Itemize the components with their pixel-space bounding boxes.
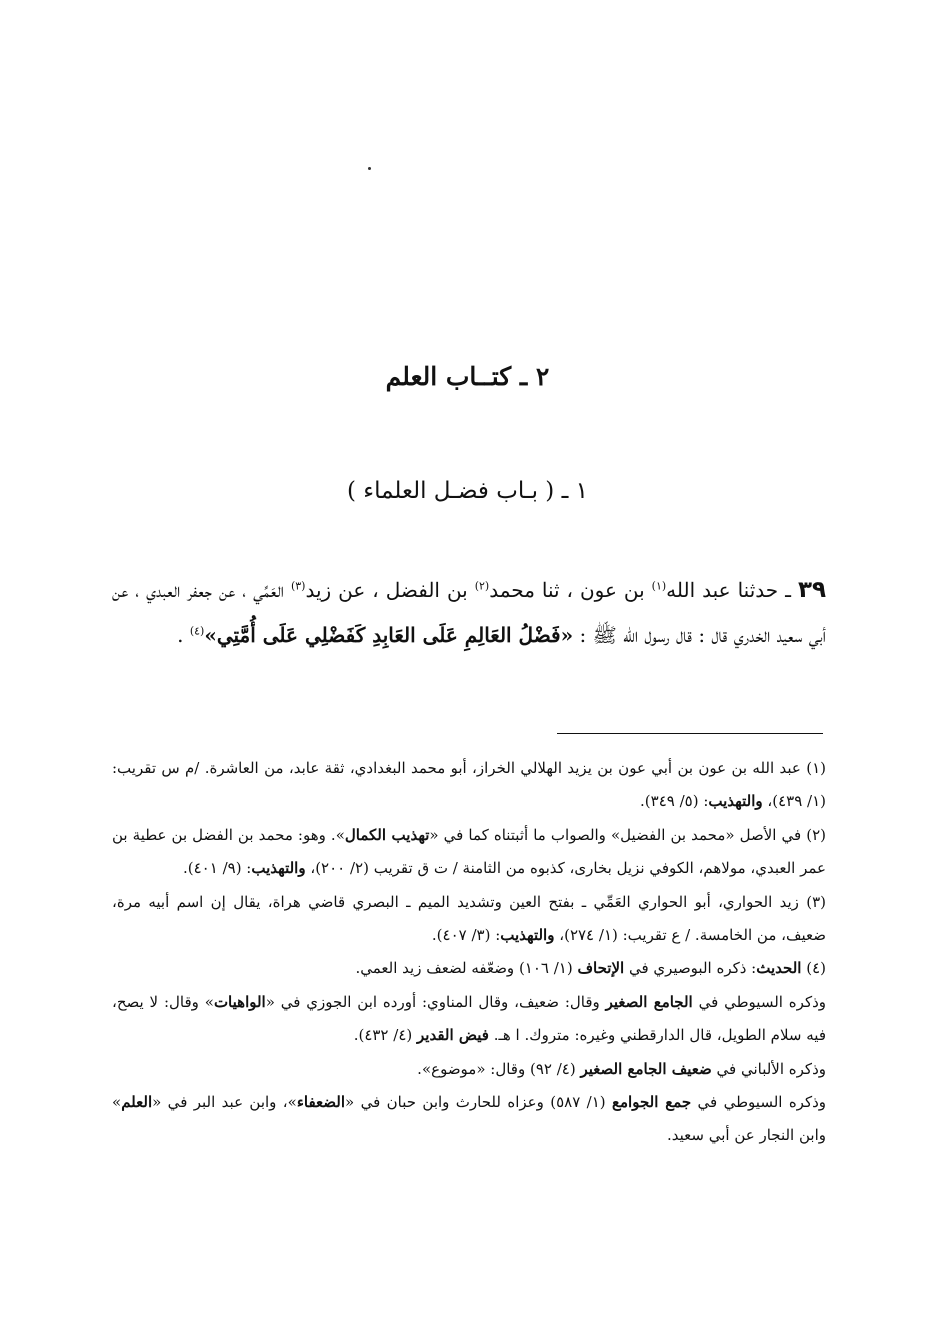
- footnote-ref-4[interactable]: (٤): [189, 624, 205, 638]
- footnote-bold: تهذيب الكمال: [344, 825, 430, 844]
- hadith-text-part: بن عون ، ثنا محمد: [489, 578, 652, 602]
- footnote-text: : (٣/ ٤٠٧).: [431, 926, 501, 945]
- footnote-text: وذكره السيوطي في: [691, 1093, 827, 1112]
- chapter-title: ٢ ـ كتــاب العلم: [385, 362, 550, 391]
- footnote-bold: الجامع الصغير: [605, 992, 693, 1011]
- section-title: ١ ـ ( بـاب فضـل العلماء ): [346, 478, 589, 504]
- footnote-bold: والتهذيب: [708, 792, 763, 811]
- footnote-4: [112, 952, 826, 985]
- footnote-bold: والتهذيب: [500, 926, 555, 945]
- hadith-text-part: العَمِّي ، عن جعفر العبدي ، عن أبي سعيد الخدري قال : قال رسول الله ﷺ :: [112, 578, 826, 647]
- footnote-4-cont-3: [112, 1086, 826, 1153]
- footnote-bold: الحديث: [756, 959, 802, 978]
- scan-speck: [368, 167, 371, 170]
- footnote-separator: [557, 733, 823, 734]
- hadith-text-part: حدثنا عبد الله: [666, 578, 779, 602]
- footnote-3: [112, 886, 826, 953]
- footnote-ref-3[interactable]: (٣): [290, 579, 306, 593]
- footnote-text: (١/ ١٠٦) وضعّفه لضعف زيد العمي.: [355, 959, 578, 978]
- footnote-text: وذكره السيوطي في: [692, 992, 827, 1011]
- footnote-text: »، وابن عبد البر في «: [152, 1093, 297, 1112]
- footnote-bold: ضعيف الجامع الصغير: [580, 1059, 712, 1078]
- footnote-text: : (٥/ ٣٤٩).: [640, 792, 709, 811]
- footnote-bold: الإتحاف: [577, 959, 625, 978]
- hadith-matn: «فَضْلُ العَالِمِ عَلَى العَابِدِ كَفَضْلِي عَلَى أُمَّتِي»: [204, 623, 574, 647]
- hadith-end: .: [177, 623, 190, 647]
- footnote-4-cont-2: [112, 1053, 826, 1086]
- footnote-text: وذكره الألباني في: [711, 1059, 826, 1078]
- footnote-text: (٤/ ٤٣٢).: [353, 1026, 417, 1045]
- footnote-text: » وابن النجار عن أبي سعيد.: [112, 1093, 826, 1145]
- footnote-text: وقال: ضعيف، وقال المناوي: أورده ابن الجوزي في «: [265, 992, 606, 1011]
- footnote-text: (٤/ ٩٢) وقال: «موضوع».: [417, 1059, 581, 1078]
- footnote-bold: فيض القدير: [417, 1026, 489, 1045]
- hadith-text-part: بن الفضل ، عن زيد: [305, 578, 475, 602]
- footnote-text: (١) عبد الله بن عون بن أبي عون بن يزيد الهلالي الخراز، أبو محمد البغدادي، ثقة عابد، من العاشرة. /م س تقريب: (١/ ٤٣٩)،: [112, 759, 826, 811]
- footnote-text: (٣) زيد الحواري، أبو الحواري العَمِّي ـ بفتح العين وتشديد الميم ـ البصري قاضي هراة، يقال إن اسم أبيه مرة، ضعيف، من الخامسة. / ع تقريب: (١/ ٢٧٤)،: [112, 892, 826, 945]
- footnote-text: ». وهو: محمد بن الفضل بن عطية بن عمر العبدي، مولاهم، الكوفي نزيل بخارى، كذبوه من الثامنة / ت ق تقريب (٢/ ٢٠٠)،: [112, 825, 826, 878]
- footnote-bold: جمع الجوامع: [612, 1093, 692, 1112]
- footnote-bold: العلم: [121, 1093, 153, 1112]
- footnote-2: [112, 819, 826, 886]
- footnote-1: [112, 752, 826, 819]
- hadith-text: [112, 568, 826, 658]
- footnote-bold: الواهيات: [213, 992, 266, 1011]
- footnote-ref-1[interactable]: (١): [651, 579, 667, 593]
- footnote-text: (٤): [801, 959, 826, 978]
- footnote-text: : ذكره البوصيري في: [624, 959, 757, 978]
- footnotes: [112, 752, 826, 1153]
- hadith-dash: ـ: [778, 578, 798, 602]
- footnote-text: : (٩/ ٤٠١).: [183, 859, 252, 878]
- hadith-number: ٣٩: [797, 577, 827, 603]
- footnote-bold: والتهذيب: [251, 859, 306, 878]
- footnote-text: » وقال: لا يصح، فيه سلام الطويل، قال الدارقطني وغيره: متروك. ا هـ.: [112, 992, 826, 1045]
- footnote-text: (٢) في الأصل «محمد بن الفضيل» والصواب ما أثبتناه كما في «: [429, 825, 826, 844]
- footnote-4-cont-1: [112, 986, 826, 1053]
- footnote-text: (١/ ٥٨٧) وعزاه للحارث وابن حبان في «: [345, 1093, 613, 1112]
- footnote-bold: الضعفاء: [296, 1093, 346, 1112]
- footnote-ref-2[interactable]: (٢): [474, 579, 490, 593]
